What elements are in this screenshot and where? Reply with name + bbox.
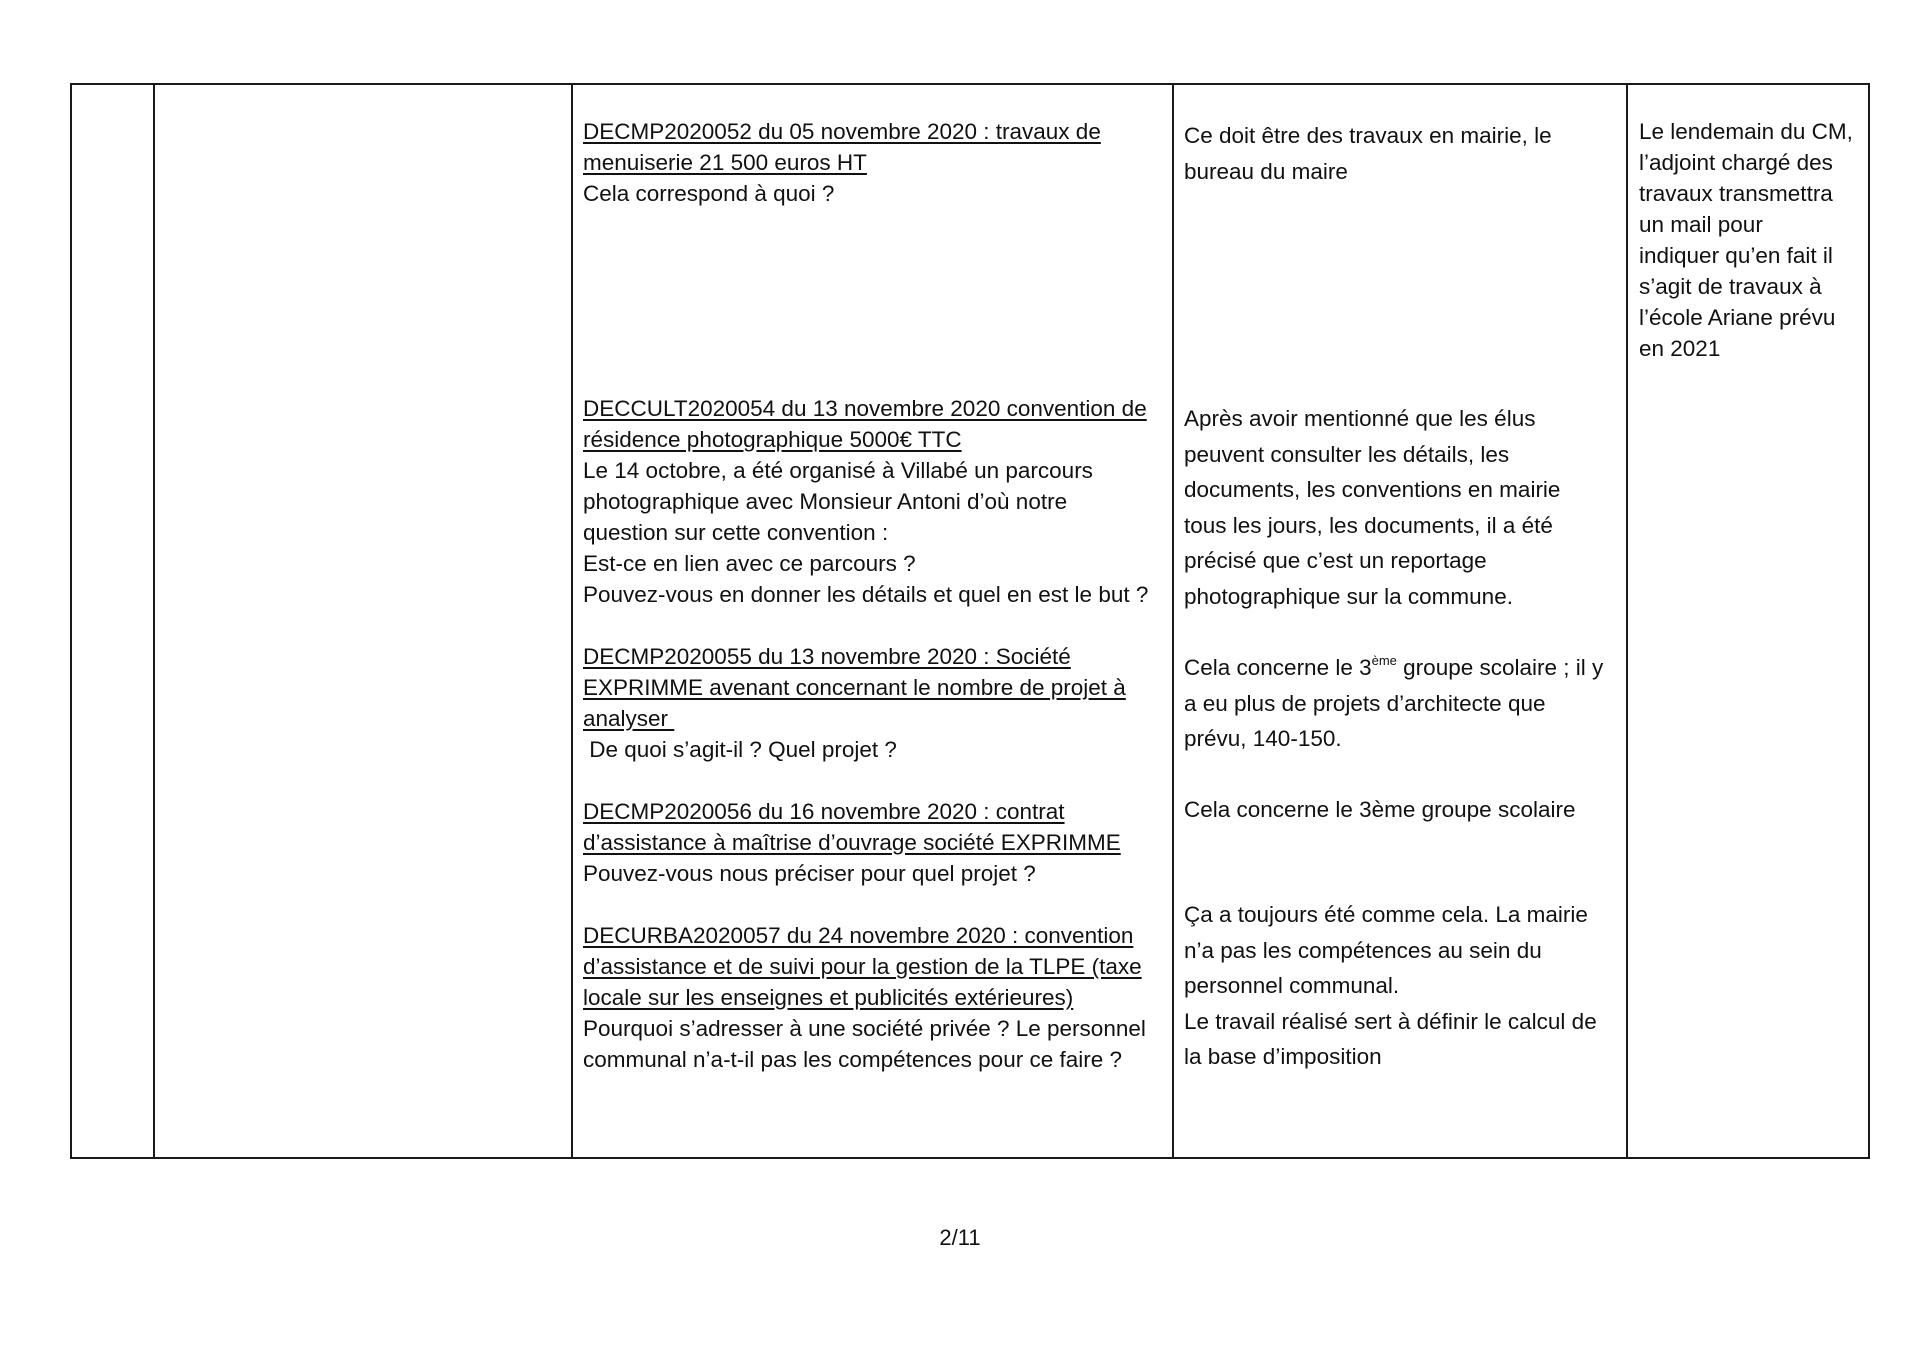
response-line: précisé que c’est un reportage	[1184, 548, 1487, 573]
response-4	[1184, 792, 1575, 828]
question-title: DECURBA2020057 du 24 novembre 2020 : convention	[583, 923, 1134, 948]
question-body: communal n’a-t-il pas les compétences pour ce faire ?	[583, 1047, 1123, 1072]
response-line: Ça a toujours été comme cela. La mairie	[1184, 902, 1588, 927]
question-body: Est-ce en lien avec ce parcours ?	[583, 551, 916, 576]
response-2	[1184, 401, 1560, 614]
response-line: n’a pas les compétences au sein du	[1184, 937, 1542, 963]
question-body: Cela correspond à quoi ?	[583, 181, 835, 206]
question-body: photographique avec Monsieur Antoni d’où notre	[583, 489, 1068, 514]
response-line: a eu plus de projets d’architecte que	[1184, 690, 1546, 716]
question-title: DECMP2020052 du 05 novembre 2020 : travaux de	[583, 119, 1101, 144]
page-number: 2/11	[939, 1225, 981, 1250]
question-title: analyser	[583, 706, 675, 731]
question-1	[583, 116, 1101, 209]
response-line: bureau du maire	[1184, 158, 1348, 184]
question-title: menuiserie 21 500 euros HT	[583, 150, 867, 175]
response-line: personnel communal.	[1184, 973, 1400, 998]
question-title: résidence photographique 5000€ TTC	[583, 427, 962, 452]
response-5	[1184, 897, 1597, 1075]
response-3	[1184, 650, 1603, 757]
note-line: s’agit de travaux à	[1639, 274, 1822, 299]
note-line: l’école Ariane prévu	[1639, 305, 1836, 330]
response-line: tous les jours, les documents, il a été	[1184, 512, 1553, 538]
question-title: DECMP2020055 du 13 novembre 2020 : Société	[583, 644, 1071, 669]
question-body: Le 14 octobre, a été organisé à Villabé un parcours	[583, 458, 1093, 483]
response-line: Cela concerne le 3ème groupe scolaire ; il y	[1184, 653, 1604, 680]
question-title: d’assistance à maîtrise d’ouvrage société EXPRIMME	[583, 830, 1121, 855]
note-line: travaux transmettra	[1639, 181, 1833, 206]
question-body: question sur cette convention :	[583, 520, 889, 545]
note-line: en 2021	[1639, 336, 1721, 361]
question-title: locale sur les enseignes et publicités extérieures)	[583, 985, 1074, 1010]
column-divider	[1626, 85, 1628, 1157]
question-body: De quoi s’agit-il ? Quel projet ?	[583, 737, 897, 762]
question-2	[583, 393, 1148, 1075]
response-line: peuvent consulter les détails, les	[1184, 441, 1510, 467]
question-body: Pouvez-vous nous préciser pour quel projet ?	[583, 861, 1036, 886]
note-line: Le lendemain du CM,	[1639, 119, 1853, 144]
response-line: Cela concerne le 3ème groupe scolaire	[1184, 797, 1576, 822]
question-body: Pourquoi s’adresser à une société privée ? Le personnel	[583, 1016, 1146, 1041]
question-body: Pouvez-vous en donner les détails et quel en est le but ?	[583, 582, 1149, 607]
response-1	[1184, 118, 1552, 189]
column-divider	[153, 85, 155, 1157]
question-title: d’assistance et de suivi pour la gestion de la TLPE (taxe	[583, 954, 1142, 979]
note-line: l’adjoint chargé des	[1639, 150, 1833, 175]
response-line: Ce doit être des travaux en mairie, le	[1184, 123, 1552, 148]
note-line: indiquer qu’en fait il	[1639, 243, 1833, 268]
question-title: EXPRIMME avenant concernant le nombre de projet à	[583, 675, 1126, 700]
response-line: Après avoir mentionné que les élus	[1184, 406, 1536, 431]
response-line: prévu, 140-150.	[1184, 726, 1342, 751]
question-title: DECCULT2020054 du 13 novembre 2020 convention de	[583, 396, 1147, 421]
response-line: photographique sur la commune.	[1184, 583, 1513, 609]
response-line: documents, les conventions en mairie	[1184, 477, 1561, 502]
response-line: Le travail réalisé sert à définir le calcul de	[1184, 1008, 1597, 1034]
column-divider	[1172, 85, 1174, 1157]
column-divider	[571, 85, 573, 1157]
response-line: la base d’imposition	[1184, 1044, 1382, 1069]
note-line: un mail pour	[1639, 212, 1763, 237]
question-title: DECMP2020056 du 16 novembre 2020 : contrat	[583, 799, 1065, 824]
follow-up-note	[1639, 116, 1853, 364]
